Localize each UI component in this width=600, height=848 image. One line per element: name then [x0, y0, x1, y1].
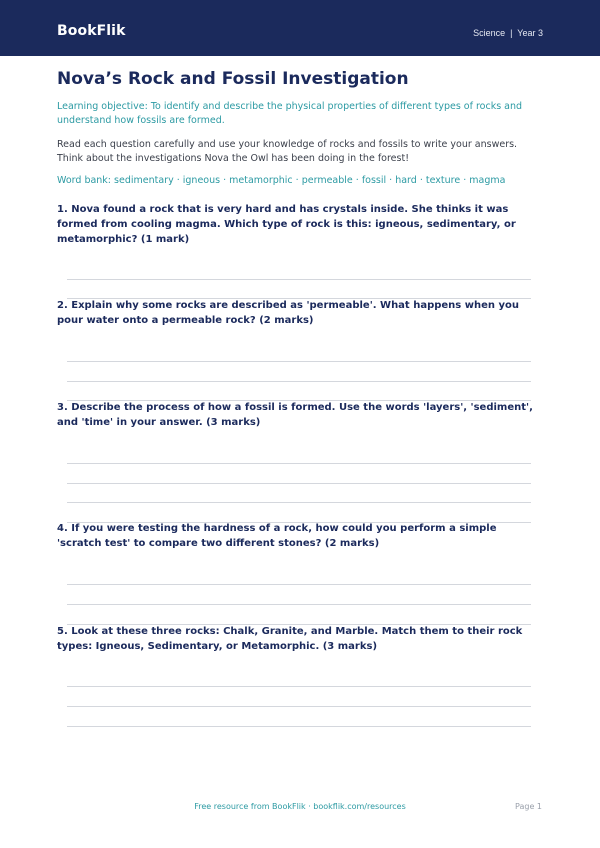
page-title: Nova’s Rock and Fossil Investigation: [57, 69, 409, 89]
question-2: 2. Explain why some rocks are described as 'permeable'. What happens when you pour water onto a permeable rock? (2 marks): [57, 300, 519, 326]
answer-line[interactable]: [67, 584, 531, 585]
answer-line[interactable]: [67, 706, 531, 707]
page-header: [0, 0, 600, 56]
year-label: Year 3: [517, 28, 543, 38]
learning-objective: Learning objective: To identify and describe the physical properties of different types of rocks and understand how fossils are formed.: [57, 101, 523, 126]
subject-year: [473, 28, 543, 38]
answer-line[interactable]: [67, 381, 531, 382]
answer-line[interactable]: [67, 686, 531, 687]
separator: |: [510, 28, 513, 38]
answer-line[interactable]: [67, 483, 531, 484]
word-bank: Word bank: sedimentary · igneous · metamorphic · permeable · fossil · hard · texture · magma: [57, 175, 506, 186]
question-4: 4. If you were testing the hardness of a rock, how could you perform a simple 'scratch test' to compare two different stones? (2 marks): [57, 523, 497, 549]
footer-credit: Free resource from BookFlik · bookflik.com/resources: [194, 802, 406, 811]
answer-line[interactable]: [67, 279, 531, 280]
instructions: Read each question carefully and use your knowledge of rocks and fossils to write your answers. Think about the investigations Nova the Owl has been doing in the forest!: [57, 139, 518, 164]
answer-line[interactable]: [67, 726, 531, 727]
question-5: 5. Look at these three rocks: Chalk, Granite, and Marble. Match them to their rock types: Igneous, Sedimentary, or Metamorphic. (3 marks): [57, 626, 523, 652]
question-1: 1. Nova found a rock that is very hard and has crystals inside. She thinks it was formed from cooling magma. Which type of rock is this: igneous, sedimentary, or metamorphic? (1 mark): [57, 204, 516, 245]
subject-label: Science: [473, 28, 506, 38]
answer-line[interactable]: [67, 361, 531, 362]
answer-line[interactable]: [67, 502, 531, 503]
page-number: Page 1: [515, 802, 542, 811]
brand-logo: BookFlik: [57, 23, 126, 39]
question-3: 3. Describe the process of how a fossil is formed. Use the words 'layers', 'sediment', and 'time' in your answer. (3 marks): [57, 402, 533, 428]
answer-line[interactable]: [67, 604, 531, 605]
intro-section: [57, 68, 531, 188]
answer-line[interactable]: [67, 463, 531, 464]
